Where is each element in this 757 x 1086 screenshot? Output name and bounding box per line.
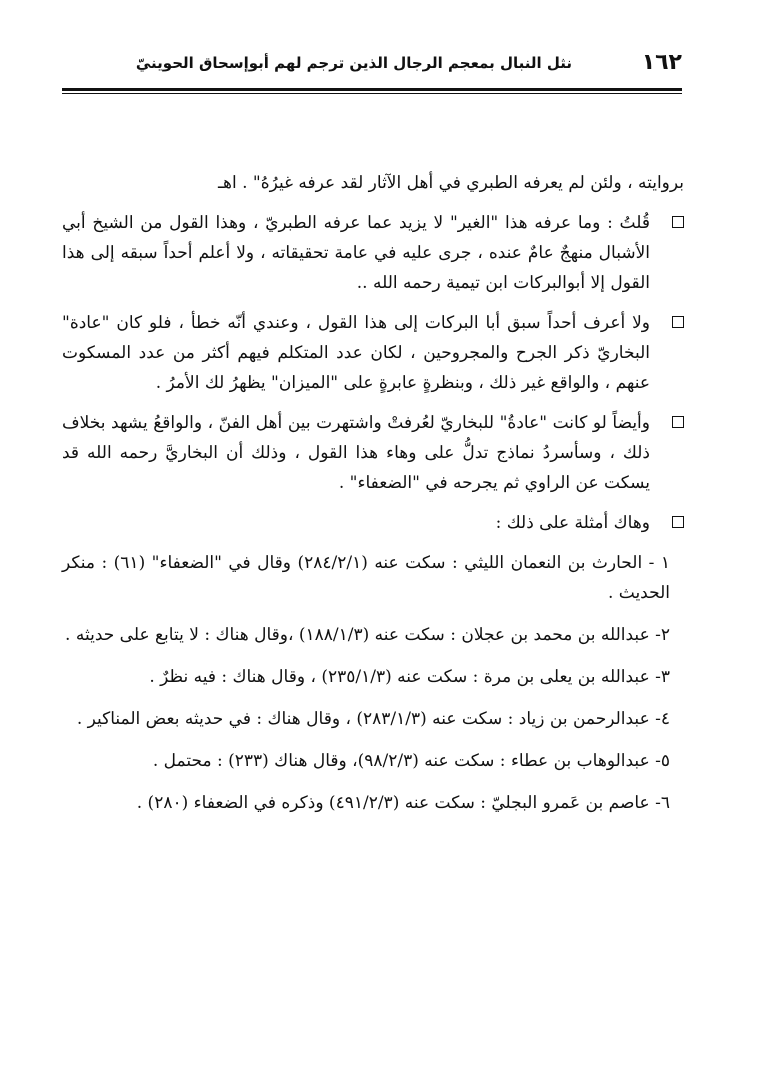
example-entry: ٣- عبدالله بن يعلى بن مرة : سكت عنه (٢٣٥/١/٣) ، وقال هناك : فيه نظرٌ . [149, 667, 670, 687]
bullet-text: قُلتُ : وما عرفه هذا "الغير" لا يزيد عما عرفه الطبريّ ، وهذا القول من الشيخ أبي الأشبال منهجٌ عامٌ عنده ، جرى عليه في عامة تحقيقاته ، ولا أعلم أحداً سبقه إلى هذا القول إلا أبوالبركات ابن تيمية رحمه الله .. [62, 213, 650, 293]
square-bullet-icon [672, 416, 684, 428]
bullet-paragraph [62, 308, 684, 398]
page-header [62, 46, 682, 82]
bullet-paragraph [62, 408, 684, 498]
example-entry: ٢- عبدالله بن محمد بن عجلان : سكت عنه (١٨٨/١/٣) ،وقال هناك : لا يتابع على حديثه . [65, 625, 670, 645]
example-entry: ٤- عبدالرحمن بن زياد : سكت عنه (٢٨٣/١/٣) ، وقال هناك : في حديثه بعض المناكير . [76, 709, 670, 729]
bullet-paragraph [62, 508, 684, 538]
square-bullet-icon [672, 516, 684, 528]
page-body [62, 168, 684, 830]
header-rule-thin [62, 93, 682, 94]
running-title: نثل النبال بمعجم الرجال الذين ترجم لهم أبوإسحاق الحوينيّ [135, 54, 572, 72]
square-bullet-icon [672, 216, 684, 228]
example-entry: ٦- عاصم بن عَمرو البجليّ : سكت عنه (٤٩١/٢/٣) وذكره في الضعفاء (٢٨٠) . [136, 793, 670, 813]
example-entry: ١ - الحارث بن النعمان الليثي : سكت عنه (٢٨٤/٢/١) وقال في "الضعفاء" (٦١) : منكر الحديث . [62, 553, 670, 603]
example-entry: ٥- عبدالوهاب بن عطاء : سكت عنه (٩٨/٢/٣)، وقال هناك (٢٣٣) : محتمل . [152, 751, 670, 771]
page-number: ١٦٢ [641, 50, 682, 75]
bullet-text: ولا أعرف أحداً سبق أبا البركات إلى هذا القول ، وعندي أنّه خطأ ، فلو كان "عادة" البخاريّ ذكر الجرح والمجروحين ، لكان عدد المتكلم فيهم أكثر من عدد المسكوت عنهم ، والواقع غير ذلك ، وبنظرةٍ عابرةٍ على "الميزان" يظهرُ لك الأمرُ . [62, 313, 650, 393]
header-rule-thick [62, 88, 682, 91]
bullet-text: وهاك أمثلة على ذلك : [495, 513, 650, 533]
square-bullet-icon [672, 316, 684, 328]
intro-line: بروايته ، ولئن لم يعرفه الطبري في أهل الآثار لقد عرفه غيرُهُ" . اهـ [218, 173, 684, 193]
bullet-text: وأيضاً لو كانت "عادةُ" للبخاريّ لعُرفتْ واشتهرت بين أهل الفنّ ، والواقعُ يشهد بخلاف ذلك ، وسأسردُ نماذج تدلُّ على وهاء هذا القول ، وذلك أن البخاريَّ رحمه الله قد يسكت عن الراوي ثم يجرحه في "الضعفاء" . [62, 413, 650, 493]
bullet-paragraph [62, 208, 684, 298]
